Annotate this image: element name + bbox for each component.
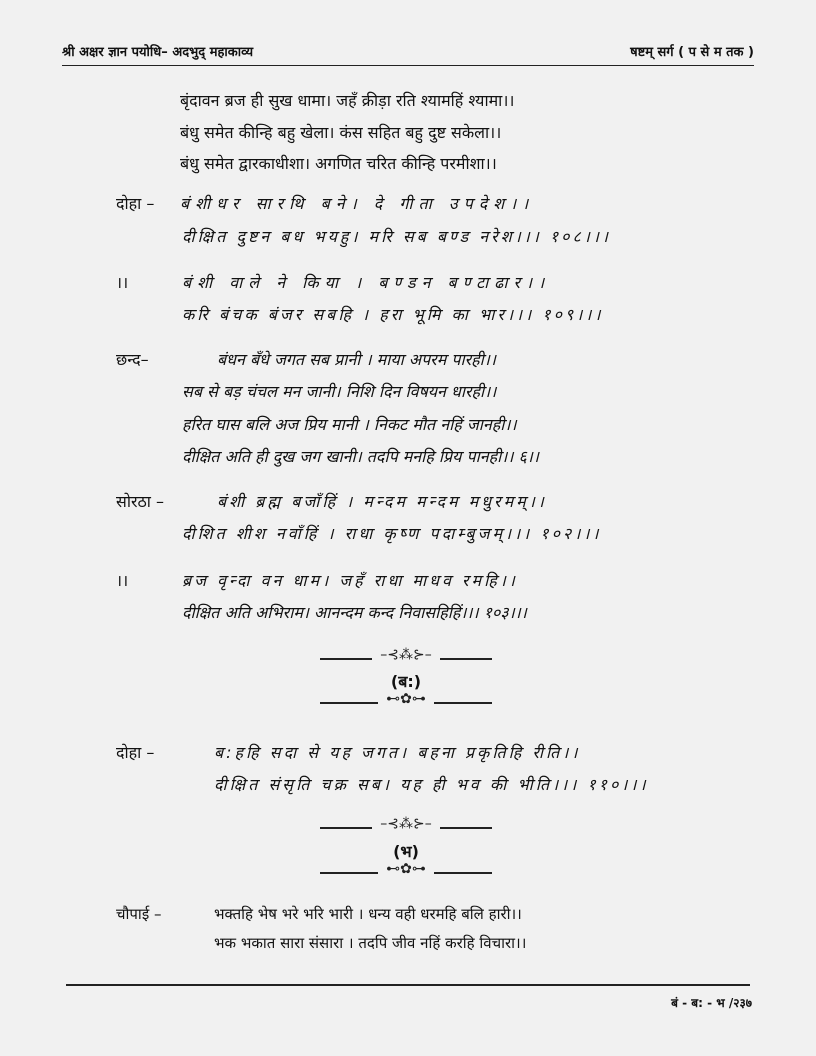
footer-rule	[66, 984, 750, 986]
verse-line: ब:हहि सदा से यह जगत। बहना प्रकृतिहि रीति।।	[214, 743, 581, 762]
verse-line: बंशी ब्रह्म बजाँहिं । मन्दम मन्दम मधुरमम्।।	[217, 492, 547, 511]
verse-line: बृंदावन ब्रज ही सुख धामा। जहँ क्रीड़ा रति श्यामहिं श्यामा।।	[180, 91, 515, 110]
verse-line: करि बंचक बंजर सबहि । हरा भूमि का भार।।। १०९।।।	[182, 305, 604, 324]
verse-line: भक्तहि भेष भरे भरि भारी । धन्य वही धरमहि बलि हारी।।	[214, 905, 522, 923]
verse-line: बंशीधर सारथि बने। दे गीता उपदेश।।	[180, 194, 535, 213]
verse-line: दीक्षित दुष्टन बध भयहु। मरि सब बण्ड नरेश।।। १०८।।।	[182, 227, 612, 246]
section-heading: (ब:)	[390, 672, 422, 691]
page-number: बं - ब: - भ /२३७	[671, 996, 752, 1010]
verse-label: दोहा –	[116, 743, 155, 762]
ornament-icon: –⊰⁂⊱–	[380, 816, 432, 832]
verse-line: बंधन बँधे जगत सब प्रानी । माया अपरम पारही।।	[217, 350, 496, 369]
verse-label: चौपाई –	[116, 905, 162, 923]
verse-label: दोहा –	[116, 194, 155, 213]
verse-line: दीक्षित अति अभिराम। आनन्दम कन्द निवासहिहिं।।। १०३।।।	[182, 603, 527, 622]
verse-line: हरित घास बलि अज प्रिय मानी । निकट मौत नहिं जानही।।	[182, 415, 517, 434]
ornament-icon: ⊷✿⊶	[386, 861, 426, 877]
verse-line: दीक्षित अति ही दुख जग खानी। तदपि मनहि प्रिय पानही।। ६।।	[182, 447, 539, 466]
verse-label: ।।	[116, 273, 129, 292]
page-header	[62, 42, 754, 64]
ornament-icon: ⊷✿⊶	[386, 691, 426, 707]
verse-line: बंधु समेत कीन्हि बहु खेला। कंस सहित बहु दुष्ट सकेला।।	[180, 123, 502, 142]
verse-line: बंधु समेत द्वारकाधीशा। अगणित चरित कीन्हि परमीशा।।	[180, 154, 497, 173]
book-title: श्री अक्षर ज्ञान पयोधि– अदभुद् महाकाव्य	[62, 45, 254, 60]
verse-line: दीशित शीश नवाँहिं । राधा कृष्ण पदाम्बुजम्।।। १०२।।।	[182, 524, 602, 543]
verse-line: ब्रज वृन्दा वन धाम। जहँ राधा माधव रमहि।।	[182, 571, 518, 590]
verse-line: भक भकात सारा संसारा । तदपि जीव नहिं करहि विचारा।।	[214, 934, 527, 952]
ornament-icon: –⊰⁂⊱–	[380, 647, 432, 663]
verse-label: ।।	[116, 571, 129, 590]
header-rule	[62, 65, 754, 66]
verse-line: दीक्षित संसृति चक्र सब। यह ही भव की भीति।।। ११०।।।	[214, 775, 649, 794]
verse-line: बंशी वाले ने किया । बण्डन बण्टाढार।।	[182, 273, 551, 292]
verse-line: सब से बड़ चंचल मन जानी। निशि दिन विषयन धारही।।	[182, 382, 497, 401]
chapter-title: षष्टम् सर्ग ( प से म तक )	[630, 45, 754, 60]
verse-label: सोरठा –	[116, 492, 165, 511]
section-heading: (भ)	[393, 842, 419, 861]
verse-label: छन्द–	[116, 350, 149, 369]
